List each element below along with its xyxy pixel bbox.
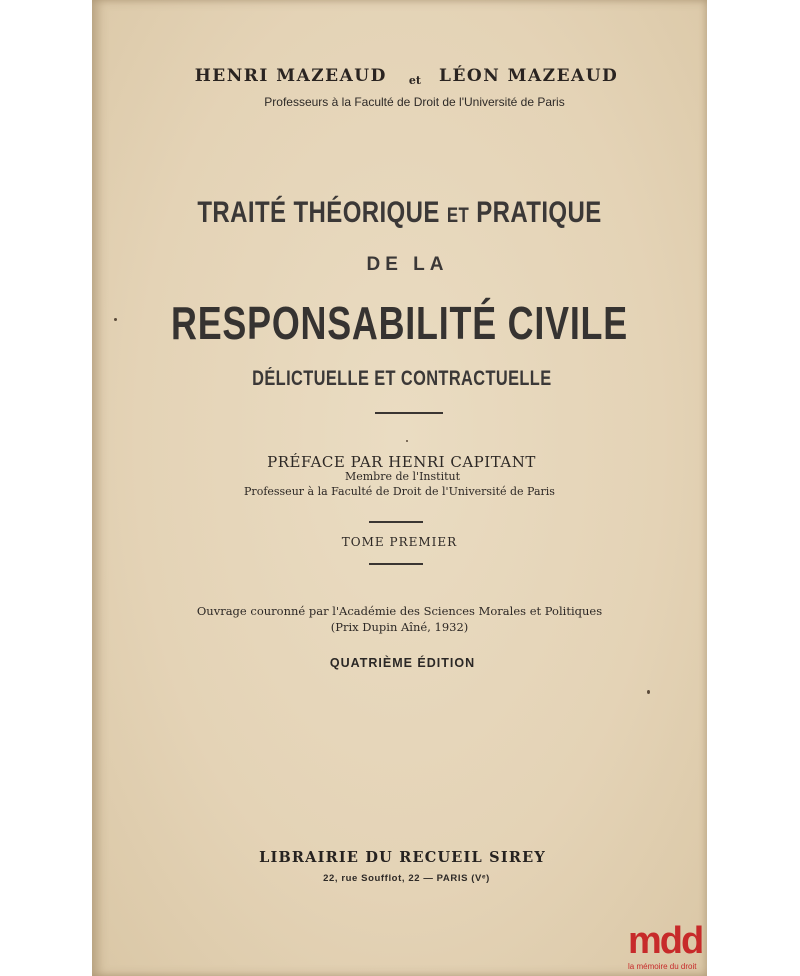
authors-line [92,66,707,86]
paper-speck [647,690,650,694]
publisher-address: 22, rue Soufflot, 22 — PARIS (Vᵉ) [323,873,490,884]
divider-rule [369,521,423,523]
publisher-name: LIBRAIRIE DU RECUEIL SIREY [259,849,546,866]
title-page [92,0,707,976]
title-et: ET [446,204,470,227]
authors-affiliation: Professeurs à la Faculté de Droit de l'Université de Paris [264,95,565,109]
author-conjunction: et [408,74,421,87]
logo-mark: mdd [628,920,703,962]
award-line-2: (Prix Dupin Aîné, 1932) [330,620,469,634]
title-line-2: DE LA [366,254,449,275]
preface-by: PRÉFACE PAR HENRI CAPITANT [267,453,536,471]
title-line-1 [154,196,646,230]
mdd-logo [628,922,708,972]
tome-label: TOME PREMIER [341,535,458,549]
divider-rule [375,412,443,414]
title-main: RESPONSABILITÉ CIVILE [171,297,628,349]
title-pratique: PRATIQUE [476,196,602,229]
author-henri-mazeaud: HENRI MAZEAUD [194,66,387,86]
title-subtitle: DÉLICTUELLE ET CONTRACTUELLE [252,367,552,390]
author-leon-mazeaud: LÉON MAZEAUD [438,66,619,86]
logo-tagline: la mémoire du droit [628,962,697,971]
award-line-1: Ouvrage couronné par l'Académie des Sciences Morales et Politiques [196,604,603,618]
preface-professor: Professeur à la Faculté de Droit de l'Université de Paris [244,485,555,498]
divider-rule [369,563,423,565]
edition-label: QUATRIÈME ÉDITION [329,656,476,670]
paper-speck [114,318,117,321]
title-traite-theorique: TRAITÉ THÉORIQUE [197,196,440,229]
preface-member: Membre de l'Institut [344,470,461,483]
paper-speck [406,440,408,442]
